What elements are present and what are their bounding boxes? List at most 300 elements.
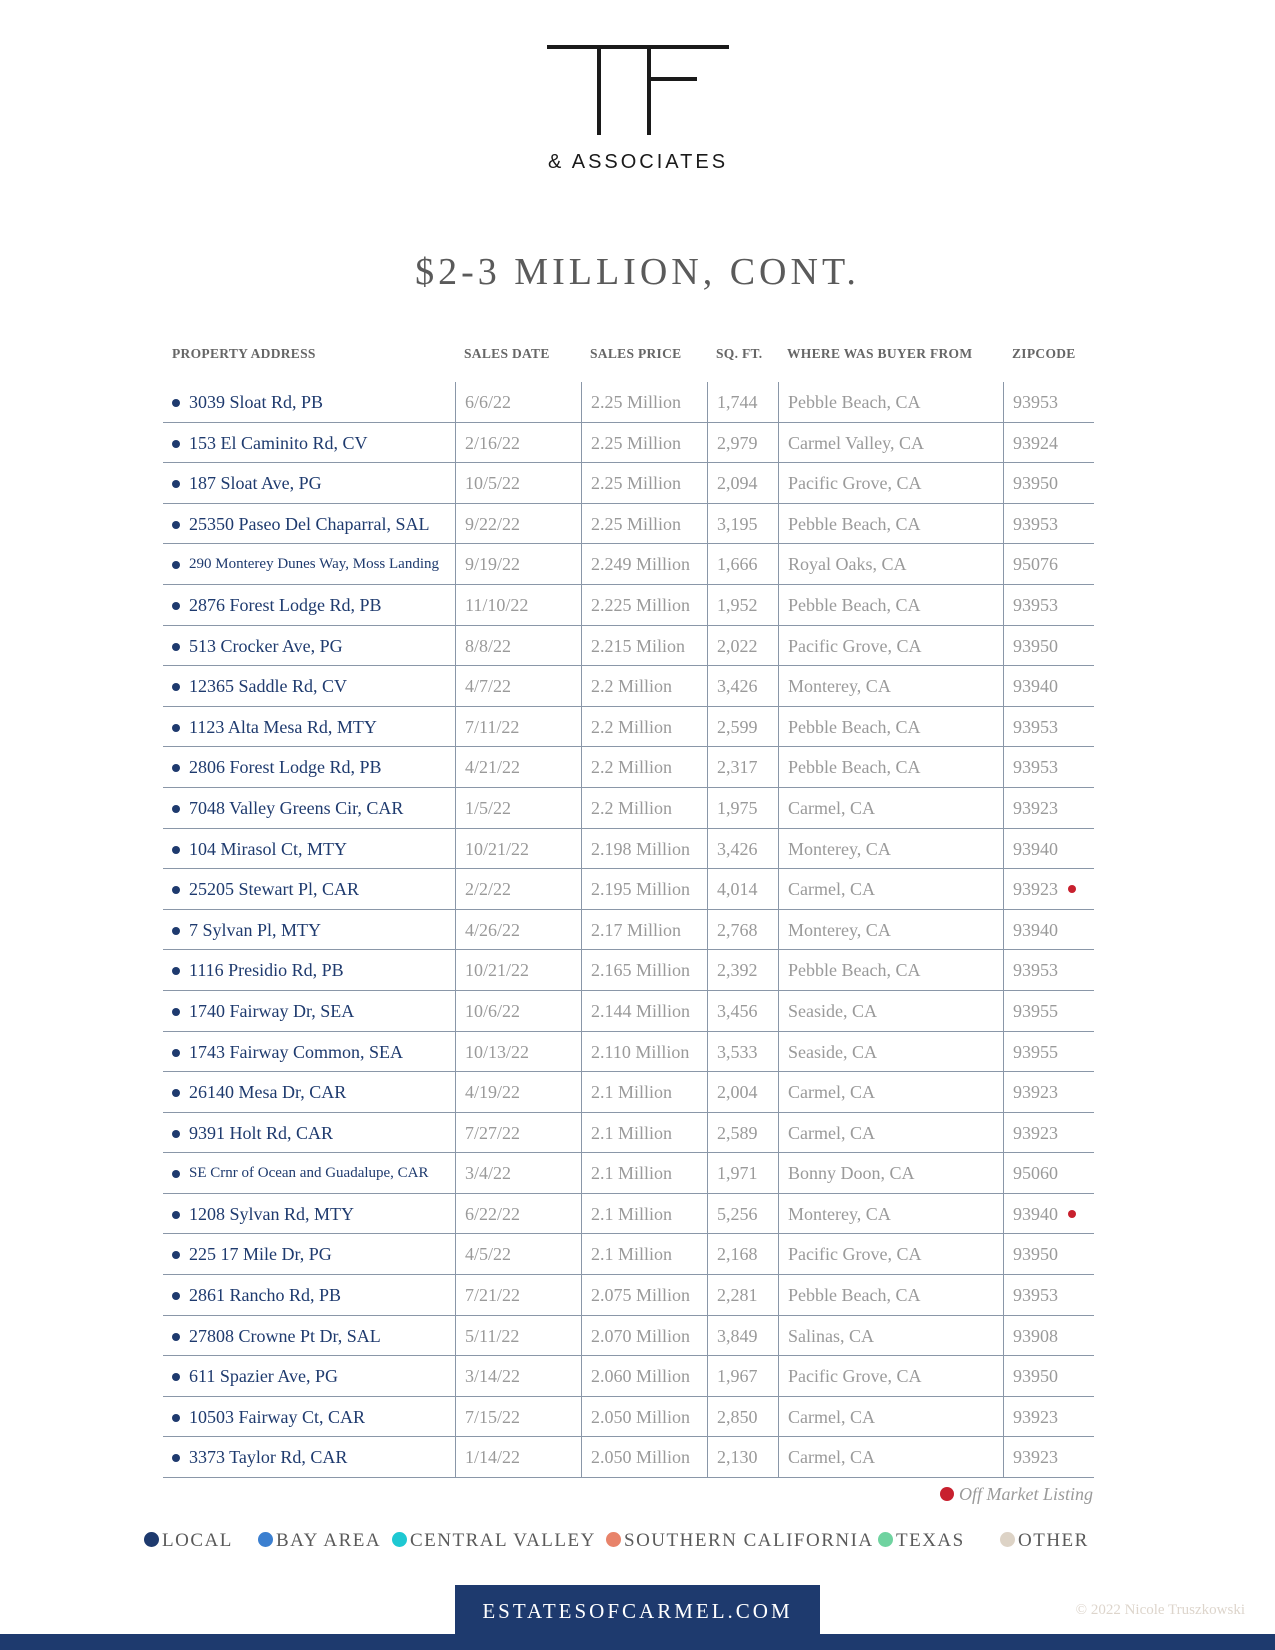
sales-price-cell-text: 2.215 Milion: [591, 635, 686, 656]
address-cell: [163, 1234, 455, 1275]
sqft-cell: [707, 910, 778, 951]
address-cell: [163, 1032, 455, 1073]
zipcode-cell: [1003, 910, 1094, 951]
address-cell-text: 290 Monterey Dunes Way, Moss Landing: [189, 556, 440, 573]
table-row: [163, 1316, 1094, 1357]
sales-date-cell-text: 10/13/22: [465, 1041, 530, 1062]
sales-price-cell-text: 2.25 Million: [591, 513, 682, 534]
sales-date-cell-text: 4/5/22: [465, 1244, 512, 1265]
table-row: [163, 1194, 1094, 1235]
buyer-from-cell: [778, 1194, 1003, 1235]
sqft-cell: [707, 423, 778, 464]
buyer-from-cell: [778, 788, 1003, 829]
buyer-from-cell-text: Pebble Beach, CA: [788, 594, 921, 615]
buyer-from-cell: [778, 423, 1003, 464]
buyer-from-cell: [778, 1437, 1003, 1478]
address-cell-text: 10503 Fairway Ct, CAR: [189, 1406, 366, 1427]
sales-price-cell: [581, 1397, 707, 1438]
address-cell-text: 1116 Presidio Rd, PB: [189, 960, 344, 981]
zipcode-cell: [1003, 585, 1094, 626]
table-row: [163, 950, 1094, 991]
local-buyer-dot-icon: [172, 927, 180, 935]
zipcode-cell: [1003, 1397, 1094, 1438]
sales-date-cell-text: 7/11/22: [465, 716, 520, 737]
sales-date-cell-text: 3/14/22: [465, 1366, 521, 1387]
table-row: [163, 666, 1094, 707]
address-cell-text: 611 Spazier Ave, PG: [189, 1366, 338, 1387]
address-cell-text: 2806 Forest Lodge Rd, PB: [189, 757, 382, 778]
local-buyer-dot-icon: [172, 440, 180, 448]
sqft-cell-text: 2,130: [717, 1447, 758, 1468]
zipcode-cell-text: 93953: [1013, 513, 1058, 534]
buyer-from-cell-text: Monterey, CA: [788, 919, 891, 940]
address-cell: [163, 991, 455, 1032]
sales-price-cell: [581, 747, 707, 788]
address-cell: [163, 626, 455, 667]
legend-item: [392, 1530, 596, 1552]
local-buyer-dot-icon: [172, 683, 180, 691]
buyer-from-cell-text: Pacific Grove, CA: [788, 635, 922, 656]
buyer-from-cell: [778, 910, 1003, 951]
zipcode-cell: [1003, 1234, 1094, 1275]
address-cell: [163, 423, 455, 464]
sales-date-cell: [455, 1397, 581, 1438]
table-row: [163, 829, 1094, 870]
sqft-cell: [707, 1356, 778, 1397]
sales-date-cell-text: 7/27/22: [465, 1122, 521, 1143]
buyer-from-cell-text: Carmel, CA: [788, 797, 875, 818]
sqft-cell-text: 2,768: [717, 919, 758, 940]
table-row: [163, 585, 1094, 626]
legend-dot-icon: [606, 1532, 621, 1547]
column-header-sqft: SQ. FT.: [716, 346, 763, 361]
sqft-cell-text: 1,971: [717, 1163, 758, 1184]
sales-price-cell-text: 2.1 Million: [591, 1122, 673, 1143]
website-link[interactable]: ESTATESOFCARMEL.COM: [455, 1585, 820, 1634]
sqft-cell-text: 4,014: [717, 879, 758, 900]
sales-price-cell: [581, 1032, 707, 1073]
zipcode-cell: [1003, 950, 1094, 991]
column-header-sales-price: SALES PRICE: [590, 346, 682, 361]
local-buyer-dot-icon: [172, 602, 180, 610]
sales-price-cell-text: 2.25 Million: [591, 473, 682, 494]
sales-date-cell-text: 7/21/22: [465, 1285, 521, 1306]
column-header-buyer-from: WHERE WAS BUYER FROM: [787, 346, 973, 361]
sales-date-cell: [455, 626, 581, 667]
local-buyer-dot-icon: [172, 805, 180, 813]
address-cell-text: 1743 Fairway Common, SEA: [189, 1041, 403, 1062]
address-cell: [163, 910, 455, 951]
table-row: [163, 544, 1094, 585]
sales-date-cell-text: 5/11/22: [465, 1325, 520, 1346]
legend-item: [878, 1530, 965, 1552]
local-buyer-dot-icon: [172, 399, 180, 407]
sales-date-cell: [455, 1113, 581, 1154]
sales-date-cell-text: 1/5/22: [465, 797, 512, 818]
table-row: [163, 1397, 1094, 1438]
sqft-cell: [707, 788, 778, 829]
sales-price-cell-text: 2.198 Million: [591, 838, 691, 859]
sales-price-cell: [581, 788, 707, 829]
zipcode-cell-text: 93923: [1013, 1406, 1058, 1427]
zipcode-cell-text: 93940: [1013, 676, 1058, 697]
zipcode-cell-text: 93940: [1013, 838, 1058, 859]
local-buyer-dot-icon: [172, 846, 180, 854]
sales-price-cell: [581, 544, 707, 585]
buyer-from-cell-text: Carmel, CA: [788, 1082, 875, 1103]
local-buyer-dot-icon: [172, 764, 180, 772]
table-row: [163, 1113, 1094, 1154]
address-cell: [163, 1437, 455, 1478]
buyer-from-cell: [778, 1153, 1003, 1194]
zipcode-cell-text: 93953: [1013, 757, 1058, 778]
sqft-cell: [707, 1316, 778, 1357]
local-buyer-dot-icon: [172, 724, 180, 732]
zipcode-cell-text: 93953: [1013, 594, 1058, 615]
address-cell-text: 3373 Taylor Rd, CAR: [189, 1447, 348, 1468]
zipcode-cell-text: 93924: [1013, 432, 1058, 453]
buyer-from-cell: [778, 544, 1003, 585]
sqft-cell: [707, 707, 778, 748]
sales-price-cell-text: 2.050 Million: [591, 1447, 691, 1468]
sales-price-cell: [581, 1275, 707, 1316]
buyer-from-cell: [778, 382, 1003, 423]
buyer-from-cell: [778, 1316, 1003, 1357]
sqft-cell: [707, 1437, 778, 1478]
address-cell-text: 513 Crocker Ave, PG: [189, 635, 343, 656]
sales-date-cell-text: 2/2/22: [465, 879, 512, 900]
off-market-dot-icon: [1068, 1210, 1076, 1218]
sales-date-cell: [455, 707, 581, 748]
buyer-from-cell-text: Bonny Doon, CA: [788, 1163, 915, 1184]
address-cell-text: 9391 Holt Rd, CAR: [189, 1122, 334, 1143]
legend-label: TEXAS: [896, 1530, 965, 1551]
address-cell: [163, 1316, 455, 1357]
sales-date-cell: [455, 1234, 581, 1275]
sqft-cell-text: 2,022: [717, 635, 758, 656]
sqft-cell-text: 2,599: [717, 716, 758, 737]
address-cell-text: 1208 Sylvan Rd, MTY: [189, 1203, 355, 1224]
table-row: [163, 869, 1094, 910]
sqft-cell-text: 2,004: [717, 1082, 758, 1103]
buyer-from-cell: [778, 869, 1003, 910]
sales-price-cell: [581, 707, 707, 748]
buyer-from-cell-text: Carmel, CA: [788, 1447, 875, 1468]
buyer-from-cell: [778, 1072, 1003, 1113]
sqft-cell: [707, 1194, 778, 1235]
address-cell: [163, 1113, 455, 1154]
sales-price-cell: [581, 1316, 707, 1357]
address-cell-text: 7 Sylvan Pl, MTY: [189, 919, 322, 940]
sales-date-cell-text: 3/4/22: [465, 1163, 512, 1184]
sales-date-cell-text: 1/14/22: [465, 1447, 521, 1468]
table-row: [163, 1234, 1094, 1275]
local-buyer-dot-icon: [172, 480, 180, 488]
legend-item: [144, 1530, 233, 1552]
buyer-from-cell-text: Pebble Beach, CA: [788, 757, 921, 778]
legend-item: [258, 1530, 381, 1552]
sqft-cell-text: 3,533: [717, 1041, 758, 1062]
legend-label: SOUTHERN CALIFORNIA: [624, 1530, 874, 1551]
zipcode-cell: [1003, 1316, 1094, 1357]
sqft-cell-text: 1,975: [717, 797, 758, 818]
zipcode-cell: [1003, 1437, 1094, 1478]
buyer-from-cell: [778, 707, 1003, 748]
sales-price-cell-text: 2.1 Million: [591, 1203, 673, 1224]
local-buyer-dot-icon: [172, 1333, 180, 1341]
zipcode-cell: [1003, 788, 1094, 829]
address-cell: [163, 747, 455, 788]
table-row: [163, 382, 1094, 423]
column-header-sales-date: SALES DATE: [464, 346, 550, 361]
sales-date-cell: [455, 666, 581, 707]
table-row: [163, 1356, 1094, 1397]
sqft-cell-text: 2,281: [717, 1285, 758, 1306]
sales-price-cell-text: 2.060 Million: [591, 1366, 691, 1387]
sqft-cell: [707, 829, 778, 870]
sales-date-cell: [455, 504, 581, 545]
address-cell: [163, 1072, 455, 1113]
legend-item: [606, 1530, 874, 1552]
sales-date-cell: [455, 544, 581, 585]
address-cell: [163, 1275, 455, 1316]
zipcode-cell: [1003, 544, 1094, 585]
table-row: [163, 1437, 1094, 1478]
local-buyer-dot-icon: [172, 1292, 180, 1300]
address-cell-text: 1123 Alta Mesa Rd, MTY: [189, 716, 377, 737]
buyer-from-cell-text: Carmel Valley, CA: [788, 432, 924, 453]
sales-price-cell: [581, 504, 707, 545]
sales-date-cell-text: 4/7/22: [465, 676, 512, 697]
legend-item: [1000, 1530, 1089, 1552]
tf-monogram-icon: [547, 45, 729, 145]
sqft-cell: [707, 666, 778, 707]
buyer-from-cell-text: Royal Oaks, CA: [788, 554, 907, 575]
buyer-from-cell-text: Pacific Grove, CA: [788, 1366, 922, 1387]
sqft-cell: [707, 463, 778, 504]
sales-price-cell: [581, 829, 707, 870]
buyer-from-cell-text: Pebble Beach, CA: [788, 1285, 921, 1306]
sales-price-cell-text: 2.075 Million: [591, 1285, 691, 1306]
sqft-cell-text: 3,456: [717, 1000, 758, 1021]
buyer-from-cell-text: Monterey, CA: [788, 838, 891, 859]
sqft-cell-text: 1,967: [717, 1366, 758, 1387]
address-cell-text: 26140 Mesa Dr, CAR: [189, 1082, 347, 1103]
address-cell-text: 3039 Sloat Rd, PB: [189, 392, 324, 412]
sqft-cell: [707, 747, 778, 788]
sales-date-cell: [455, 1072, 581, 1113]
sales-date-cell-text: 10/6/22: [465, 1000, 521, 1021]
zipcode-cell-text: 93923: [1013, 1082, 1058, 1103]
address-cell: [163, 707, 455, 748]
sales-price-cell: [581, 1194, 707, 1235]
address-cell: [163, 544, 455, 585]
buyer-from-cell-text: Carmel, CA: [788, 1122, 875, 1143]
buyer-from-cell: [778, 1356, 1003, 1397]
zipcode-cell-text: 93923: [1013, 1122, 1058, 1143]
sales-date-cell: [455, 1316, 581, 1357]
table-row: [163, 423, 1094, 464]
sqft-cell: [707, 950, 778, 991]
table-row: [163, 910, 1094, 951]
sqft-cell-text: 2,168: [717, 1244, 758, 1265]
sqft-cell: [707, 544, 778, 585]
table-row: [163, 707, 1094, 748]
zipcode-cell-text: 93950: [1013, 1366, 1058, 1387]
sqft-cell: [707, 504, 778, 545]
buyer-from-cell-text: Seaside, CA: [788, 1041, 877, 1062]
local-buyer-dot-icon: [172, 1454, 180, 1462]
buyer-from-cell: [778, 829, 1003, 870]
table-row: [163, 747, 1094, 788]
zipcode-cell-text: 93953: [1013, 716, 1058, 737]
sales-date-cell-text: 4/26/22: [465, 919, 521, 940]
sqft-cell: [707, 1275, 778, 1316]
local-buyer-dot-icon: [172, 1170, 180, 1178]
buyer-from-cell: [778, 666, 1003, 707]
table-row: [163, 1072, 1094, 1113]
zipcode-cell: [1003, 504, 1094, 545]
sales-date-cell: [455, 382, 581, 423]
sales-date-cell: [455, 991, 581, 1032]
sales-price-cell-text: 2.165 Million: [591, 960, 691, 981]
sales-date-cell-text: 2/16/22: [465, 432, 521, 453]
zipcode-cell: [1003, 707, 1094, 748]
sales-date-cell-text: 11/10/22: [465, 594, 529, 615]
sales-date-cell: [455, 1437, 581, 1478]
sales-price-cell: [581, 1113, 707, 1154]
zipcode-cell-text: 93953: [1013, 1285, 1058, 1306]
column-header-zipcode: ZIPCODE: [1012, 346, 1076, 361]
zipcode-cell: [1003, 1194, 1094, 1235]
sqft-cell-text: 3,195: [717, 513, 758, 534]
sqft-cell-text: 2,850: [717, 1406, 758, 1427]
sales-date-cell: [455, 910, 581, 951]
legend-label: CENTRAL VALLEY: [410, 1530, 596, 1551]
address-cell: [163, 463, 455, 504]
sqft-cell-text: 2,392: [717, 960, 758, 981]
table-header: [0, 346, 1275, 366]
sales-date-cell-text: 6/6/22: [465, 392, 512, 412]
buyer-from-cell-text: Monterey, CA: [788, 1203, 891, 1224]
buyer-from-cell: [778, 1032, 1003, 1073]
address-cell-text: 2876 Forest Lodge Rd, PB: [189, 594, 382, 615]
zipcode-cell: [1003, 423, 1094, 464]
sqft-cell: [707, 382, 778, 423]
buyer-from-cell-text: Pacific Grove, CA: [788, 1244, 922, 1265]
sales-price-cell-text: 2.25 Million: [591, 432, 682, 453]
local-buyer-dot-icon: [172, 561, 180, 569]
buyer-from-cell: [778, 950, 1003, 991]
address-cell: [163, 1153, 455, 1194]
sales-price-cell: [581, 1234, 707, 1275]
buyer-from-cell: [778, 991, 1003, 1032]
address-cell: [163, 1194, 455, 1235]
address-cell-text: 2861 Rancho Rd, PB: [189, 1285, 342, 1306]
zipcode-cell: [1003, 1356, 1094, 1397]
legend-dot-icon: [144, 1532, 159, 1547]
buyer-from-cell: [778, 585, 1003, 626]
buyer-from-cell-text: Pebble Beach, CA: [788, 716, 921, 737]
buyer-from-cell-text: Pebble Beach, CA: [788, 513, 921, 534]
address-cell: [163, 788, 455, 829]
zipcode-cell: [1003, 463, 1094, 504]
sqft-cell-text: 1,744: [717, 392, 758, 412]
sqft-cell-text: 3,849: [717, 1325, 758, 1346]
sales-price-cell: [581, 626, 707, 667]
zipcode-cell: [1003, 1032, 1094, 1073]
sales-price-cell-text: 2.225 Million: [591, 594, 691, 615]
sales-price-cell: [581, 1356, 707, 1397]
table-row: [163, 1275, 1094, 1316]
sqft-cell-text: 2,317: [717, 757, 758, 778]
local-buyer-dot-icon: [172, 1089, 180, 1097]
off-market-label: Off Market Listing: [959, 1484, 1093, 1504]
legend-dot-icon: [878, 1532, 893, 1547]
off-market-dot-icon: [940, 1487, 954, 1501]
sales-date-cell-text: 9/22/22: [465, 513, 521, 534]
footer-bar: [0, 1634, 1275, 1650]
sales-date-cell-text: 6/22/22: [465, 1203, 521, 1224]
local-buyer-dot-icon: [172, 886, 180, 894]
address-cell: [163, 585, 455, 626]
sqft-cell: [707, 1032, 778, 1073]
local-buyer-dot-icon: [172, 521, 180, 529]
legend-label: BAY AREA: [276, 1530, 382, 1551]
address-cell: [163, 504, 455, 545]
sales-price-cell-text: 2.1 Million: [591, 1244, 673, 1265]
zipcode-cell: [1003, 869, 1094, 910]
legend-dot-icon: [258, 1532, 273, 1547]
page-title: $2-3 MILLION, CONT.: [415, 251, 860, 293]
sqft-cell-text: 1,952: [717, 594, 758, 615]
legend-label: LOCAL: [162, 1530, 233, 1551]
address-cell-text: 1740 Fairway Dr, SEA: [189, 1000, 355, 1021]
off-market-dot-icon: [1068, 885, 1076, 893]
sqft-cell-text: 3,426: [717, 838, 758, 859]
buyer-from-cell-text: Carmel, CA: [788, 879, 875, 900]
sales-price-cell: [581, 950, 707, 991]
table-row: [163, 504, 1094, 545]
brand-logo: [547, 45, 729, 175]
sales-date-cell: [455, 950, 581, 991]
sales-price-cell-text: 2.2 Million: [591, 676, 673, 697]
local-buyer-dot-icon: [172, 1373, 180, 1381]
buyer-from-cell: [778, 747, 1003, 788]
sales-price-cell-text: 2.25 Million: [591, 392, 682, 412]
zipcode-cell-text: 93950: [1013, 635, 1058, 656]
address-cell-text: 25205 Stewart Pl, CAR: [189, 879, 360, 900]
sales-price-cell-text: 2.195 Million: [591, 879, 691, 900]
sales-price-cell: [581, 1437, 707, 1478]
copyright-text: © 2022 Nicole Truszkowski: [1075, 1602, 1245, 1618]
buyer-from-cell-text: Pacific Grove, CA: [788, 473, 922, 494]
address-cell-text: 225 17 Mile Dr, PG: [189, 1244, 332, 1265]
buyer-from-cell: [778, 1113, 1003, 1154]
buyer-from-cell: [778, 463, 1003, 504]
sqft-cell: [707, 1397, 778, 1438]
sales-date-cell: [455, 1032, 581, 1073]
address-cell-text: 27808 Crowne Pt Dr, SAL: [189, 1325, 381, 1346]
zipcode-cell: [1003, 1153, 1094, 1194]
sales-price-cell: [581, 463, 707, 504]
local-buyer-dot-icon: [172, 1049, 180, 1057]
table-row: [163, 1032, 1094, 1073]
sales-price-cell-text: 2.070 Million: [591, 1325, 691, 1346]
sales-price-cell: [581, 1153, 707, 1194]
zipcode-cell: [1003, 1072, 1094, 1113]
zipcode-cell: [1003, 666, 1094, 707]
